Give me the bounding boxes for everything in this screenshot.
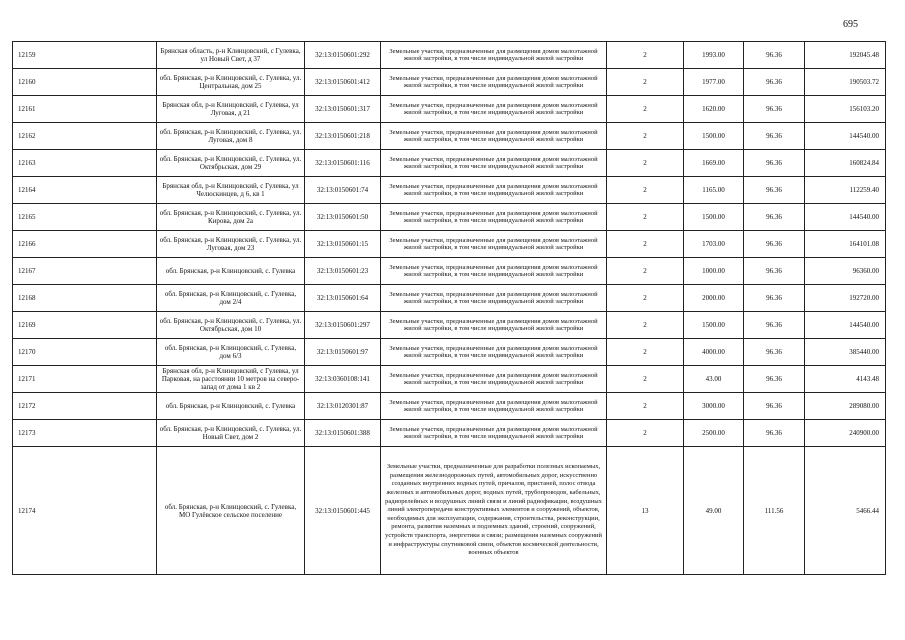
cadastral-value-cell: 190503.72 <box>805 69 886 96</box>
cadastral-number-cell: 32:13:0150601:297 <box>305 312 381 339</box>
table-row <box>13 258 886 285</box>
land-use-cell: Земельные участки, предназначенные для размещения домов малоэтажной жилой застройки, в том числе индивидуальной жилой застройки <box>381 69 607 96</box>
group-cell: 2 <box>607 96 684 123</box>
rate-cell: 96.36 <box>744 177 805 204</box>
row-number: 12169 <box>13 312 157 339</box>
table-row <box>13 231 886 258</box>
table-row <box>13 312 886 339</box>
cadastral-value-table <box>12 41 886 575</box>
area-cell: 2000.00 <box>684 285 744 312</box>
cadastral-value-cell: 5466.44 <box>805 447 886 575</box>
table-row <box>13 42 886 69</box>
address-cell: обл. Брянская, р-н Клинцовский, с. Гулевка <box>157 393 305 420</box>
row-number: 12170 <box>13 339 157 366</box>
row-number: 12163 <box>13 150 157 177</box>
address-cell: Брянская обл, р-н Клинцовский, с Гулевка, ул Луговая, д 21 <box>157 96 305 123</box>
cadastral-number-cell: 32:13:0150601:218 <box>305 123 381 150</box>
table-body <box>13 42 886 575</box>
rate-cell: 96.36 <box>744 204 805 231</box>
cadastral-value-cell: 385440.00 <box>805 339 886 366</box>
group-cell: 2 <box>607 231 684 258</box>
group-cell: 2 <box>607 204 684 231</box>
cadastral-number-cell: 32:13:0150601:74 <box>305 177 381 204</box>
table-row <box>13 285 886 312</box>
area-cell: 1669.00 <box>684 150 744 177</box>
row-number: 12160 <box>13 69 157 96</box>
land-use-cell: Земельные участки, предназначенные для размещения домов малоэтажной жилой застройки, в том числе индивидуальной жилой застройки <box>381 42 607 69</box>
group-cell: 2 <box>607 150 684 177</box>
table-row <box>13 69 886 96</box>
area-cell: 1500.00 <box>684 123 744 150</box>
table-row <box>13 123 886 150</box>
land-use-cell: Земельные участки, предназначенные для размещения домов малоэтажной жилой застройки, в том числе индивидуальной жилой застройки <box>381 150 607 177</box>
area-cell: 49.00 <box>684 447 744 575</box>
address-cell: обл. Брянская, р-н Клинцовский, с. Гулевка, дом 6/3 <box>157 339 305 366</box>
rate-cell: 111.56 <box>744 447 805 575</box>
land-use-cell: Земельные участки, предназначенные для размещения домов малоэтажной жилой застройки, в том числе индивидуальной жилой застройки <box>381 177 607 204</box>
land-use-cell: Земельные участки, предназначенные для размещения домов малоэтажной жилой застройки, в том числе индивидуальной жилой застройки <box>381 258 607 285</box>
rate-cell: 96.36 <box>744 231 805 258</box>
rate-cell: 96.36 <box>744 123 805 150</box>
row-number: 12167 <box>13 258 157 285</box>
table-row <box>13 447 886 575</box>
row-number: 12159 <box>13 42 157 69</box>
address-cell: обл. Брянская, р-н Клинцовский, с. Гулевка, ул. Луговая, дом 23 <box>157 231 305 258</box>
group-cell: 13 <box>607 447 684 575</box>
land-use-cell: Земельные участки, предназначенные для размещения домов малоэтажной жилой застройки, в том числе индивидуальной жилой застройки <box>381 123 607 150</box>
land-use-cell: Земельные участки, предназначенные для размещения домов малоэтажной жилой застройки, в том числе индивидуальной жилой застройки <box>381 312 607 339</box>
group-cell: 2 <box>607 258 684 285</box>
page-number: 695 <box>843 19 858 30</box>
cadastral-number-cell: 32:13:0150601:445 <box>305 447 381 575</box>
address-cell: обл. Брянская, р-н Клинцовский, с. Гулевка, ул. Кирова, дом 2а <box>157 204 305 231</box>
cadastral-value-cell: 164101.08 <box>805 231 886 258</box>
cadastral-number-cell: 32:13:0150601:50 <box>305 204 381 231</box>
table-row <box>13 177 886 204</box>
land-use-cell: Земельные участки, предназначенные для размещения домов малоэтажной жилой застройки, в том числе индивидуальной жилой застройки <box>381 366 607 393</box>
rate-cell: 96.36 <box>744 393 805 420</box>
cadastral-value-cell: 4143.48 <box>805 366 886 393</box>
rate-cell: 96.36 <box>744 420 805 447</box>
group-cell: 2 <box>607 393 684 420</box>
cadastral-value-cell: 144540.00 <box>805 312 886 339</box>
area-cell: 1993.00 <box>684 42 744 69</box>
land-use-cell: Земельные участки, предназначенные для размещения домов малоэтажной жилой застройки, в том числе индивидуальной жилой застройки <box>381 231 607 258</box>
group-cell: 2 <box>607 123 684 150</box>
address-cell: обл. Брянская, р-н Клинцовский, с. Гулевка, ул. Октябрьская, дом 29 <box>157 150 305 177</box>
row-number: 12172 <box>13 393 157 420</box>
area-cell: 1500.00 <box>684 312 744 339</box>
land-use-cell: Земельные участки, предназначенные для размещения домов малоэтажной жилой застройки, в том числе индивидуальной жилой застройки <box>381 285 607 312</box>
group-cell: 2 <box>607 42 684 69</box>
address-cell: обл. Брянская, р-н Клинцовский, с. Гулевка, дом 2/4 <box>157 285 305 312</box>
cadastral-value-cell: 192720.00 <box>805 285 886 312</box>
address-cell: Брянская область, р-н Клинцовский, с Гулевка, ул Новый Свет, д 37 <box>157 42 305 69</box>
cadastral-number-cell: 32:13:0150601:23 <box>305 258 381 285</box>
cadastral-value-cell: 160824.84 <box>805 150 886 177</box>
area-cell: 1977.00 <box>684 69 744 96</box>
rate-cell: 96.36 <box>744 96 805 123</box>
area-cell: 1500.00 <box>684 204 744 231</box>
row-number: 12162 <box>13 123 157 150</box>
cadastral-value-cell: 289080.00 <box>805 393 886 420</box>
group-cell: 2 <box>607 366 684 393</box>
cadastral-number-cell: 32:13:0150601:292 <box>305 42 381 69</box>
land-use-cell: Земельные участки, предназначенные для размещения домов малоэтажной жилой застройки, в том числе индивидуальной жилой застройки <box>381 204 607 231</box>
area-cell: 3000.00 <box>684 393 744 420</box>
address-cell: обл. Брянская, р-н Клинцовский, с. Гулевка, ул. Новый Свет, дом 2 <box>157 420 305 447</box>
area-cell: 1620.00 <box>684 96 744 123</box>
row-number: 12161 <box>13 96 157 123</box>
area-cell: 2500.00 <box>684 420 744 447</box>
table-row <box>13 96 886 123</box>
land-use-cell: Земельные участки, предназначенные для размещения домов малоэтажной жилой застройки, в том числе индивидуальной жилой застройки <box>381 96 607 123</box>
area-cell: 1165.00 <box>684 177 744 204</box>
land-use-cell: Земельные участки, предназначенные для разработки полезных ископаемых, размещения железнодорожных путей, автомобильных дорог, искусственно созданных внутренних водных путей, причалов, пристаней, полос отвода железных и автомобильных дорог, водных путей, трубопроводов, кабельных, радиорелейных и воздушных линий связи и линий радиофикации, воздушных линий электропередачи конструктивных элементов и сооружений, объектов, необходимых для эксплуатации, содержания, строительства, реконструкции, ремонта, развития наземных и подземных зданий, строений, сооружений, устройств транспорта, энергетики и связи; размещения наземных сооружений и инфраструктуры спутниковой связи, объектов космической деятельности, военных объектов <box>381 447 607 575</box>
rate-cell: 96.36 <box>744 339 805 366</box>
rate-cell: 96.36 <box>744 285 805 312</box>
cadastral-number-cell: 32:13:0150601:412 <box>305 69 381 96</box>
row-number: 12166 <box>13 231 157 258</box>
table-row <box>13 150 886 177</box>
rate-cell: 96.36 <box>744 366 805 393</box>
cadastral-value-cell: 144540.00 <box>805 123 886 150</box>
table-row <box>13 339 886 366</box>
table-row <box>13 366 886 393</box>
cadastral-value-cell: 192045.48 <box>805 42 886 69</box>
rate-cell: 96.36 <box>744 69 805 96</box>
area-cell: 1000.00 <box>684 258 744 285</box>
row-number: 12165 <box>13 204 157 231</box>
land-use-cell: Земельные участки, предназначенные для размещения домов малоэтажной жилой застройки, в том числе индивидуальной жилой застройки <box>381 339 607 366</box>
address-cell: обл. Брянская, р-н Клинцовский, с. Гулевка, ул. Луговая, дом 8 <box>157 123 305 150</box>
group-cell: 2 <box>607 312 684 339</box>
address-cell: Брянская обл, р-н Клинцовский, с Гулевка, ул Челюскинцев, д 6, кв 1 <box>157 177 305 204</box>
area-cell: 1703.00 <box>684 231 744 258</box>
group-cell: 2 <box>607 69 684 96</box>
area-cell: 43.00 <box>684 366 744 393</box>
rate-cell: 96.36 <box>744 258 805 285</box>
row-number: 12168 <box>13 285 157 312</box>
table-row <box>13 393 886 420</box>
row-number: 12174 <box>13 447 157 575</box>
cadastral-number-cell: 32:13:0150601:64 <box>305 285 381 312</box>
group-cell: 2 <box>607 339 684 366</box>
cadastral-value-cell: 144540.00 <box>805 204 886 231</box>
area-cell: 4000.00 <box>684 339 744 366</box>
address-cell: обл. Брянская, р-н Клинцовский, с. Гулевка, ул. Октябрьская, дом 10 <box>157 312 305 339</box>
rate-cell: 96.36 <box>744 42 805 69</box>
cadastral-value-cell: 96360.00 <box>805 258 886 285</box>
group-cell: 2 <box>607 420 684 447</box>
cadastral-value-cell: 112259.40 <box>805 177 886 204</box>
row-number: 12171 <box>13 366 157 393</box>
land-use-cell: Земельные участки, предназначенные для размещения домов малоэтажной жилой застройки, в том числе индивидуальной жилой застройки <box>381 393 607 420</box>
cadastral-number-cell: 32:13:0150601:97 <box>305 339 381 366</box>
rate-cell: 96.36 <box>744 150 805 177</box>
rate-cell: 96.36 <box>744 312 805 339</box>
address-cell: обл. Брянская, р-н Клинцовский, с. Гулевка, ул. Центральная, дом 25 <box>157 69 305 96</box>
cadastral-number-cell: 32:13:0360108:141 <box>305 366 381 393</box>
row-number: 12173 <box>13 420 157 447</box>
address-cell: обл. Брянская, р-н Клинцовский, с. Гулевка <box>157 258 305 285</box>
cadastral-number-cell: 32:13:0150601:317 <box>305 96 381 123</box>
land-use-cell: Земельные участки, предназначенные для размещения домов малоэтажной жилой застройки, в том числе индивидуальной жилой застройки <box>381 420 607 447</box>
address-cell: Брянская обл, р-н Клинцовский, с Гулевка, ул Парковая, на расстоянии 10 метров на северо-запад от дома 1 кв 2 <box>157 366 305 393</box>
cadastral-number-cell: 32:13:0150601:116 <box>305 150 381 177</box>
group-cell: 2 <box>607 177 684 204</box>
cadastral-value-cell: 240900.00 <box>805 420 886 447</box>
address-cell: обл. Брянская, р-н Клинцовский, с. Гулевка, МО Гулёвское сельское поселение <box>157 447 305 575</box>
table-row <box>13 204 886 231</box>
cadastral-value-cell: 156103.20 <box>805 96 886 123</box>
cadastral-number-cell: 32:13:0150601:388 <box>305 420 381 447</box>
row-number: 12164 <box>13 177 157 204</box>
cadastral-number-cell: 32:13:0150601:15 <box>305 231 381 258</box>
table-row <box>13 420 886 447</box>
cadastral-number-cell: 32:13:0120301:87 <box>305 393 381 420</box>
group-cell: 2 <box>607 285 684 312</box>
